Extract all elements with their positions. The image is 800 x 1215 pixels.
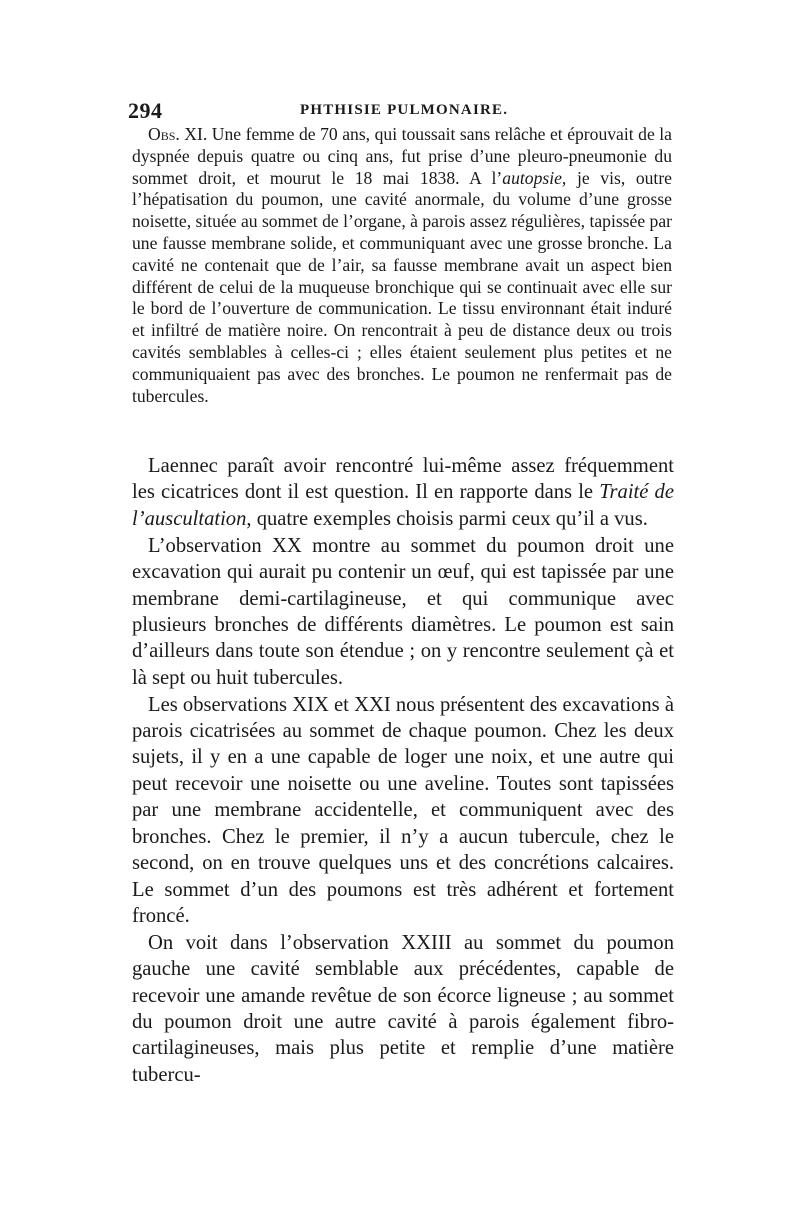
observation-text-2: je vis, outre l’hépatisation du poumon, une cavité anormale, du volume d’une grosse noisette, située au sommet de l’organe, à parois assez régulières, tapissée par une fausse membrane solide, et communiquant avec une grosse bronche. La cavité ne contenait que de l’air, sa fausse membrane avait un aspect bien différent de celui de la muqueuse bronchique qui se continuait avec elle sur le bord de l’ouverture de communication. Le tissu environnant était induré et infiltré de matière noire. On rencontrait à peu de distance deux ou trois cavités semblables à celles-ci ; elles étaient seulement plus petites et ne communiquaient pas avec des bronches. Le poumon ne renfermait pas de tubercules. [132,167,673,406]
book-title: Traité de l’auscultation [132,481,674,530]
running-head: PHTHISIE PULMONAIRE. [300,102,509,118]
paragraph-observation-xx: L’observation XX montre au sommet du poumon droit une excavation qui aurait pu contenir un œuf, qui est tapissée par une membrane demi-cartilagineuse, et qui communique avec plusieurs bronches de différents diamètres. Le poumon est sain d’ailleurs dans toute son étendue ; on y rencontre seulement çà et là sept ou huit tubercules. [132,534,674,689]
paragraph-observation-xxiii: On voit dans l’observation XXIII au sommet du poumon gauche une cavité semblable aux précédentes, capable de recevoir une amande revêtue de son écorce ligneuse ; au sommet du poumon droit une autre cavité à parois également fibro-cartilagineuses, mais plus petite et remplie d’une matière tubercu- [132,931,674,1086]
page-number: 294 [128,98,163,123]
page-header [124,98,684,126]
paragraph-laennec-text-a: Laennec paraît avoir rencontré lui-même assez fréquemment les cicatrices dont il est question. Il en rapporte dans le [132,455,674,504]
paragraph-laennec-text-b: , quatre exemples choisis parmi ceux qu’il a vus. [246,507,648,530]
body-text [132,453,674,1088]
observation-paragraph [132,124,672,407]
paragraph-laennec [132,453,674,532]
observation-italic-term: autopsie, [502,167,567,188]
paragraph-observations-xix-xxi: Les observations XIX et XXI nous présentent des excavations à parois cicatrisées au sommet de chaque poumon. Chez les deux sujets, il y en a une capable de loger une noix, et une autre qui peut recevoir une noisette ou une aveline. Toutes sont tapissées par une membrane accidentelle, et communiquent avec des bronches. Chez le premier, il n’y a aucun tubercule, chez le second, on en trouve quelques uns et des concrétions calcaires. Le sommet d’un des poumons est très adhérent et fortement froncé. [132,693,674,927]
observation-label: Obs. XI. [148,124,208,144]
observation-text-1: Une femme de 70 ans, qui toussait sans relâche et éprouvait de la dyspnée depuis quatre ou cinq ans, fut prise d’une pleuro-pneumonie du sommet droit, et mourut le 18 mai 1838. A l’ [132,124,672,188]
